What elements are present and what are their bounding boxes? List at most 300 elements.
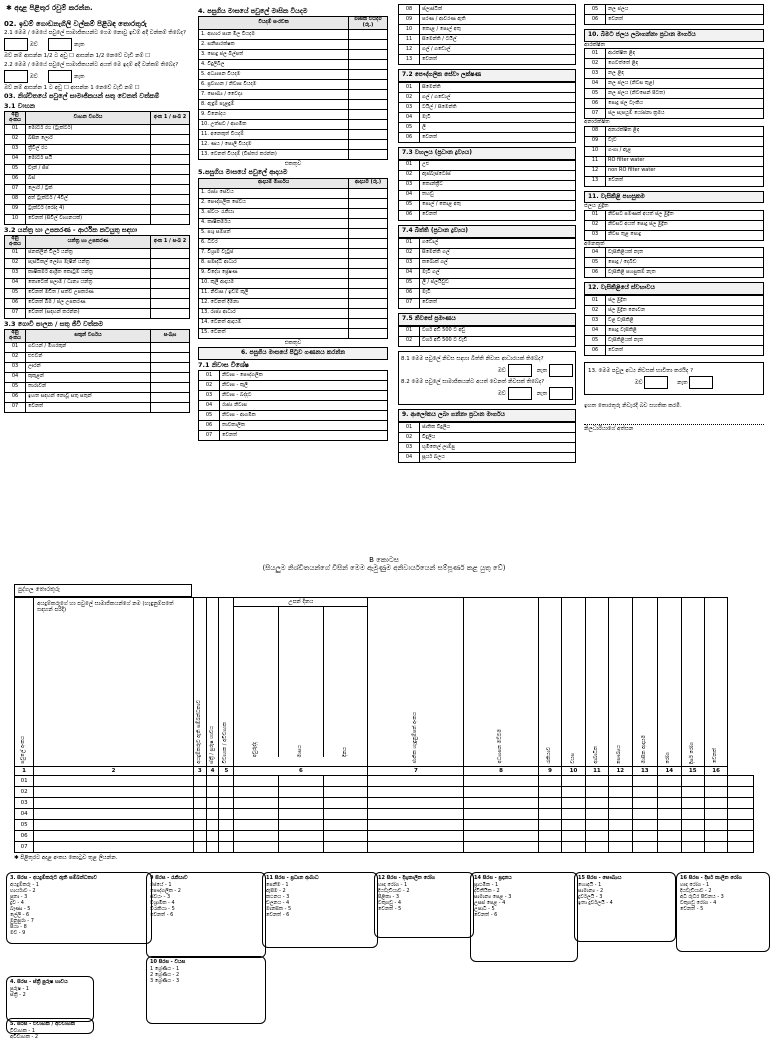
row-label: 7. විශ්‍රාම වැටුප් bbox=[199, 248, 349, 258]
entry-cell[interactable] bbox=[658, 808, 681, 819]
row-code: 07 bbox=[585, 109, 606, 119]
column-header bbox=[206, 597, 219, 766]
row-code: 03 bbox=[585, 230, 606, 240]
entry-cell[interactable] bbox=[368, 786, 464, 797]
entry-cell[interactable] bbox=[609, 808, 632, 819]
table-row bbox=[399, 132, 576, 142]
answer-cell[interactable] bbox=[151, 248, 190, 258]
answer-cell[interactable] bbox=[349, 99, 388, 109]
answer-cell[interactable] bbox=[349, 139, 388, 149]
table-row bbox=[399, 45, 576, 55]
entry-cell[interactable] bbox=[323, 830, 368, 841]
column-header: අංක 1 / සංඛ 2 bbox=[151, 236, 190, 249]
column-header-text: රෝග bbox=[665, 751, 672, 764]
entry-cell[interactable] bbox=[34, 830, 194, 841]
answer-cell[interactable] bbox=[151, 402, 190, 412]
entry-cell[interactable] bbox=[632, 775, 658, 786]
entry-cell[interactable] bbox=[585, 830, 608, 841]
table-row bbox=[585, 230, 764, 240]
yes-box[interactable] bbox=[4, 70, 28, 83]
answer-cell[interactable] bbox=[349, 228, 388, 238]
entry-cell[interactable] bbox=[323, 819, 368, 830]
entry-cell[interactable] bbox=[34, 786, 194, 797]
entry-cell[interactable] bbox=[34, 808, 194, 819]
entry-cell[interactable] bbox=[234, 830, 279, 841]
table-row bbox=[399, 453, 576, 463]
answer-cell[interactable] bbox=[349, 119, 388, 129]
table-row bbox=[5, 248, 190, 258]
legend-item: 3 ශ්‍රේණිය - 3 bbox=[150, 978, 180, 984]
answer-cell[interactable] bbox=[349, 109, 388, 119]
row-code: 03 bbox=[585, 69, 606, 79]
column-header bbox=[15, 597, 34, 766]
table-row bbox=[199, 139, 388, 149]
entry-cell[interactable] bbox=[585, 841, 608, 852]
no-label: නැත bbox=[74, 42, 85, 49]
no-box[interactable] bbox=[549, 364, 573, 377]
entry-cell[interactable] bbox=[279, 808, 324, 819]
entry-cell[interactable] bbox=[562, 808, 585, 819]
entry-cell[interactable] bbox=[323, 841, 368, 852]
legend-item: වෙනත් - 6 bbox=[150, 912, 174, 918]
legend-item: පිළිකා - 3 bbox=[378, 894, 400, 900]
column-number: 13 bbox=[632, 766, 658, 775]
answer-cell[interactable] bbox=[349, 89, 388, 99]
row-code: 04 bbox=[585, 248, 606, 258]
entry-cell[interactable] bbox=[234, 786, 279, 797]
entry-cell[interactable] bbox=[279, 775, 324, 786]
legend-item: හෘද රෝග - 1 bbox=[378, 882, 408, 888]
answer-cell[interactable] bbox=[349, 318, 388, 328]
answer-cell[interactable] bbox=[349, 69, 388, 79]
row-label: වෙනත් bbox=[420, 55, 576, 65]
entry-cell[interactable] bbox=[728, 775, 754, 786]
answer-cell[interactable] bbox=[349, 188, 388, 198]
answer-cell[interactable] bbox=[151, 278, 190, 288]
entry-cell[interactable] bbox=[538, 819, 561, 830]
income-total-label: එකතුව bbox=[284, 339, 302, 346]
entry-cell[interactable] bbox=[323, 786, 368, 797]
row-code: 02 bbox=[5, 134, 26, 144]
no-label: නැත bbox=[74, 73, 85, 80]
entry-cell[interactable] bbox=[681, 808, 704, 819]
entry-cell[interactable] bbox=[464, 808, 539, 819]
answer-cell[interactable] bbox=[151, 268, 190, 278]
answer-cell[interactable] bbox=[349, 268, 388, 278]
answer-cell[interactable] bbox=[151, 372, 190, 382]
answer-cell[interactable] bbox=[349, 218, 388, 228]
row-label: 15. වෙනත් bbox=[199, 328, 349, 338]
entry-cell[interactable] bbox=[538, 830, 561, 841]
answer-cell[interactable] bbox=[349, 288, 388, 298]
row-code: 09 bbox=[5, 204, 26, 214]
entry-cell[interactable] bbox=[681, 786, 704, 797]
table-row bbox=[585, 325, 764, 335]
row-label: අනාරක්ෂිත ළිඳ bbox=[606, 126, 764, 136]
entry-cell[interactable] bbox=[219, 786, 234, 797]
table-row bbox=[199, 268, 388, 278]
entry-cell[interactable] bbox=[464, 830, 539, 841]
answer-cell[interactable] bbox=[349, 79, 388, 89]
entry-cell[interactable] bbox=[609, 797, 632, 808]
table-row bbox=[585, 59, 764, 69]
row-label: කුකුළන් bbox=[26, 372, 151, 382]
entry-cell[interactable] bbox=[704, 830, 727, 841]
answer-cell[interactable] bbox=[151, 124, 190, 134]
row-code: 03 bbox=[399, 180, 420, 190]
entry-cell[interactable] bbox=[562, 775, 585, 786]
entry-cell[interactable] bbox=[34, 841, 194, 852]
answer-cell[interactable] bbox=[151, 184, 190, 194]
entry-cell[interactable] bbox=[704, 841, 727, 852]
row-code: 03 bbox=[5, 268, 26, 278]
entry-cell[interactable] bbox=[34, 797, 194, 808]
answer-cell[interactable] bbox=[151, 174, 190, 184]
row-code: 13 bbox=[399, 55, 420, 65]
legend-item: වෙනත් - 6 bbox=[474, 912, 498, 918]
legend-box bbox=[146, 956, 266, 1024]
entry-cell[interactable] bbox=[585, 797, 608, 808]
yes-box[interactable] bbox=[644, 376, 668, 389]
entry-cell[interactable] bbox=[279, 797, 324, 808]
table-row bbox=[5, 134, 190, 144]
entry-cell[interactable] bbox=[193, 808, 206, 819]
entry-cell[interactable] bbox=[681, 830, 704, 841]
entry-cell[interactable] bbox=[704, 797, 727, 808]
row-code: 06 bbox=[585, 345, 606, 355]
row-code: 01 bbox=[585, 49, 606, 59]
entry-cell[interactable] bbox=[234, 819, 279, 830]
legend-item: දුව - 4 bbox=[10, 900, 24, 906]
row-code: 06 bbox=[399, 210, 420, 220]
entry-cell[interactable] bbox=[632, 797, 658, 808]
table-row bbox=[199, 381, 388, 391]
no-box[interactable] bbox=[549, 387, 573, 400]
entry-cell[interactable] bbox=[609, 841, 632, 852]
entry-cell[interactable] bbox=[538, 775, 561, 786]
legend-area bbox=[6, 872, 762, 1040]
entry-cell[interactable] bbox=[609, 819, 632, 830]
legend-item: උසස් පෙළ - 4 bbox=[474, 900, 506, 906]
answer-cell[interactable] bbox=[151, 194, 190, 204]
column-header bbox=[34, 597, 194, 766]
answer-cell[interactable] bbox=[151, 392, 190, 402]
column-header-text: මාසික ආදායම bbox=[640, 735, 647, 764]
legend-box bbox=[676, 872, 770, 952]
legend-item: භාර්යාව - 2 bbox=[10, 888, 36, 894]
dob-sub-header bbox=[279, 607, 324, 757]
answer-cell[interactable] bbox=[151, 342, 190, 352]
entry-cell[interactable] bbox=[585, 808, 608, 819]
entry-cell[interactable] bbox=[219, 808, 234, 819]
table-row bbox=[199, 401, 388, 411]
entry-cell[interactable] bbox=[681, 819, 704, 830]
entry-cell[interactable] bbox=[219, 819, 234, 830]
no-box[interactable] bbox=[689, 376, 713, 389]
answer-cell[interactable] bbox=[151, 288, 190, 298]
entry-cell[interactable] bbox=[206, 797, 219, 808]
entry-cell[interactable] bbox=[464, 841, 539, 852]
row-code: 08 bbox=[5, 194, 26, 204]
entry-cell[interactable] bbox=[585, 786, 608, 797]
table-row bbox=[199, 39, 388, 49]
table-row bbox=[585, 220, 764, 230]
entry-cell[interactable] bbox=[368, 841, 464, 852]
table-row bbox=[5, 382, 190, 392]
house-size-table bbox=[398, 326, 576, 347]
entry-cell[interactable] bbox=[704, 775, 727, 786]
no-box[interactable] bbox=[48, 70, 72, 83]
entry-cell[interactable] bbox=[464, 786, 539, 797]
column-header bbox=[609, 597, 632, 766]
table-row bbox=[199, 371, 388, 381]
entry-cell[interactable] bbox=[206, 775, 219, 786]
entry-cell[interactable] bbox=[562, 819, 585, 830]
answer-cell[interactable] bbox=[349, 328, 388, 338]
entry-cell[interactable] bbox=[704, 786, 727, 797]
dob-sub-header bbox=[234, 607, 279, 757]
column-header-text: ජාතික හැඳුනුම්පත් අංකය bbox=[412, 712, 419, 764]
answer-cell[interactable] bbox=[151, 298, 190, 308]
answer-cell[interactable] bbox=[151, 362, 190, 372]
dob-sub-header bbox=[324, 607, 368, 757]
entry-cell[interactable] bbox=[728, 830, 754, 841]
entry-cell[interactable] bbox=[206, 830, 219, 841]
answer-cell[interactable] bbox=[151, 204, 190, 214]
entry-cell[interactable] bbox=[585, 819, 608, 830]
entry-cell[interactable] bbox=[658, 841, 681, 852]
entry-cell[interactable] bbox=[193, 775, 206, 786]
row-label: ඇස්බැස්ටෝස් bbox=[420, 170, 576, 180]
entry-cell[interactable] bbox=[658, 786, 681, 797]
answer-cell[interactable] bbox=[349, 258, 388, 268]
entry-cell[interactable] bbox=[704, 819, 727, 830]
entry-cell[interactable] bbox=[368, 808, 464, 819]
row-code: 03 bbox=[399, 443, 420, 453]
entry-cell[interactable] bbox=[562, 797, 585, 808]
section-5-title: 5.පසුගිය මාසයේ පවුලේ ආදායම bbox=[198, 168, 288, 177]
entry-cell[interactable] bbox=[658, 775, 681, 786]
answer-cell[interactable] bbox=[151, 382, 190, 392]
form-b-header bbox=[0, 556, 768, 572]
column-header-text: ස්ත්‍රී / පුරුෂ භාවය bbox=[208, 725, 215, 764]
answer-cell[interactable] bbox=[349, 29, 388, 39]
section-8-box bbox=[398, 351, 576, 406]
row-label: නිවාස - කුලී bbox=[220, 381, 388, 391]
entry-cell[interactable] bbox=[323, 808, 368, 819]
entry-cell[interactable] bbox=[193, 786, 206, 797]
table-row bbox=[399, 326, 576, 336]
row-code: 05 bbox=[5, 288, 26, 298]
row-code: 02 bbox=[399, 248, 420, 258]
entry-cell[interactable] bbox=[234, 808, 279, 819]
entry-cell[interactable] bbox=[323, 797, 368, 808]
answer-cell[interactable] bbox=[349, 238, 388, 248]
entry-cell[interactable] bbox=[681, 841, 704, 852]
entry-cell[interactable] bbox=[658, 830, 681, 841]
row-number: 05 bbox=[15, 819, 34, 830]
answer-cell[interactable] bbox=[151, 352, 190, 362]
answer-cell[interactable] bbox=[349, 39, 388, 49]
column-header: සංඛ්‍යා bbox=[151, 330, 190, 343]
row-label: 3. ස්වයං රැකියා bbox=[199, 208, 349, 218]
entry-cell[interactable] bbox=[464, 819, 539, 830]
answer-cell[interactable] bbox=[151, 164, 190, 174]
table-row bbox=[5, 402, 190, 412]
entry-cell[interactable] bbox=[632, 808, 658, 819]
entry-cell[interactable] bbox=[279, 841, 324, 852]
row-code: 11 bbox=[399, 35, 420, 45]
entry-cell[interactable] bbox=[206, 786, 219, 797]
legend-item: අයදුම්කරු - 1 bbox=[10, 882, 39, 888]
column-number: 9 bbox=[538, 766, 561, 775]
yes-box[interactable] bbox=[4, 38, 28, 51]
answer-cell[interactable] bbox=[151, 258, 190, 268]
entry-cell[interactable] bbox=[368, 830, 464, 841]
entry-cell[interactable] bbox=[562, 830, 585, 841]
entry-cell[interactable] bbox=[193, 830, 206, 841]
answer-cell[interactable] bbox=[349, 59, 388, 69]
column-header-text: දීර්ඝ රෝග bbox=[688, 741, 695, 764]
entry-cell[interactable] bbox=[219, 775, 234, 786]
no-box[interactable] bbox=[48, 38, 72, 51]
row-label: කෘෂිකර්ම ආශ්‍රිත කොටුම් යන්ත්‍ර bbox=[26, 268, 151, 278]
table-row bbox=[199, 208, 388, 218]
table-row bbox=[5, 372, 190, 382]
answer-cell[interactable] bbox=[349, 298, 388, 308]
legend-item: දුර්වලයි - 3 bbox=[578, 894, 603, 900]
answer-cell[interactable] bbox=[349, 308, 388, 318]
entry-cell[interactable] bbox=[728, 808, 754, 819]
entry-cell[interactable] bbox=[658, 819, 681, 830]
entry-cell[interactable] bbox=[323, 775, 368, 786]
entry-cell[interactable] bbox=[206, 808, 219, 819]
entry-cell[interactable] bbox=[368, 775, 464, 786]
entry-cell[interactable] bbox=[464, 775, 539, 786]
entry-cell[interactable] bbox=[728, 797, 754, 808]
entry-cell[interactable] bbox=[562, 786, 585, 797]
answer-cell[interactable] bbox=[151, 308, 190, 318]
entry-cell[interactable] bbox=[681, 775, 704, 786]
table-row bbox=[399, 160, 576, 170]
entry-cell[interactable] bbox=[368, 819, 464, 830]
entry-cell[interactable] bbox=[704, 808, 727, 819]
entry-cell[interactable] bbox=[681, 797, 704, 808]
row-label: 3. පොදු ජල බිල්පත් bbox=[199, 49, 349, 59]
entry-cell[interactable] bbox=[658, 797, 681, 808]
entry-cell[interactable] bbox=[632, 841, 658, 852]
entry-cell[interactable] bbox=[234, 841, 279, 852]
row-label: එළුවන් bbox=[26, 352, 151, 362]
entry-cell[interactable] bbox=[279, 786, 324, 797]
answer-cell[interactable] bbox=[349, 149, 388, 159]
answer-cell[interactable] bbox=[349, 248, 388, 258]
column-header-text: පවුලේ අංකය bbox=[20, 735, 27, 764]
answer-cell[interactable] bbox=[349, 208, 388, 218]
yes-box[interactable] bbox=[508, 387, 532, 400]
row-label: ප්ලාස්ටික් bbox=[420, 5, 576, 15]
sanitation-b-label: අනෙකුත් bbox=[584, 240, 605, 247]
row-number: 06 bbox=[15, 830, 34, 841]
row-label: වැසිකිළි පහසුකම් නැත bbox=[606, 268, 764, 278]
row-label: වෙනත් bbox=[420, 298, 576, 308]
answer-cell[interactable] bbox=[349, 129, 388, 139]
answer-cell[interactable] bbox=[349, 49, 388, 59]
legend-item: පෙනීම - 1 bbox=[266, 882, 289, 888]
yes-box[interactable] bbox=[508, 364, 532, 377]
entry-cell[interactable] bbox=[562, 841, 585, 852]
entry-cell[interactable] bbox=[609, 775, 632, 786]
entry-cell[interactable] bbox=[609, 786, 632, 797]
entry-cell[interactable] bbox=[193, 819, 206, 830]
entry-cell[interactable] bbox=[728, 841, 754, 852]
legend-item: වකුගඩු - 4 bbox=[378, 900, 402, 906]
table-row bbox=[199, 109, 388, 119]
entry-cell[interactable] bbox=[193, 797, 206, 808]
table-row bbox=[199, 129, 388, 139]
table-row bbox=[199, 79, 388, 89]
entry-cell[interactable] bbox=[34, 819, 194, 830]
table-row bbox=[399, 25, 576, 35]
answer-cell[interactable] bbox=[349, 198, 388, 208]
entry-cell[interactable] bbox=[609, 830, 632, 841]
entry-cell[interactable] bbox=[632, 786, 658, 797]
entry-cell[interactable] bbox=[538, 786, 561, 797]
row-code: 04 bbox=[585, 325, 606, 335]
row-label: 12. වෙනත් දීමනා bbox=[199, 298, 349, 308]
dob-sub-text: මාසය bbox=[297, 744, 304, 758]
row-label: 4. විදුලිබිල bbox=[199, 59, 349, 69]
row-label: කොටෙක් පලාම / ධාන්‍ය යන්ත්‍ර bbox=[26, 278, 151, 288]
table-row bbox=[5, 362, 190, 372]
column-number: 12 bbox=[609, 766, 632, 775]
entry-cell[interactable] bbox=[193, 841, 206, 852]
entry-cell[interactable] bbox=[279, 830, 324, 841]
entry-cell[interactable] bbox=[34, 775, 194, 786]
answer-cell[interactable] bbox=[151, 134, 190, 144]
entry-cell[interactable] bbox=[538, 797, 561, 808]
answer-cell[interactable] bbox=[349, 278, 388, 288]
entry-cell[interactable] bbox=[728, 819, 754, 830]
entry-cell[interactable] bbox=[728, 786, 754, 797]
entry-cell[interactable] bbox=[538, 808, 561, 819]
entry-cell[interactable] bbox=[585, 775, 608, 786]
answer-cell[interactable] bbox=[151, 144, 190, 154]
entry-cell[interactable] bbox=[219, 841, 234, 852]
column-header-text: ආබාධිත bbox=[593, 745, 600, 764]
entry-cell[interactable] bbox=[632, 830, 658, 841]
entry-cell[interactable] bbox=[206, 841, 219, 852]
entry-cell[interactable] bbox=[464, 797, 539, 808]
table-header bbox=[5, 112, 190, 125]
entry-cell[interactable] bbox=[219, 830, 234, 841]
entry-cell[interactable] bbox=[234, 797, 279, 808]
column-number: 3 bbox=[193, 766, 206, 775]
answer-cell[interactable] bbox=[151, 154, 190, 164]
entry-cell[interactable] bbox=[234, 775, 279, 786]
table-row bbox=[399, 200, 576, 210]
entry-cell[interactable] bbox=[538, 841, 561, 852]
column-header-text: රැකියාව bbox=[546, 746, 553, 764]
entry-cell[interactable] bbox=[219, 797, 234, 808]
entry-cell[interactable] bbox=[632, 819, 658, 830]
entry-cell[interactable] bbox=[206, 819, 219, 830]
entry-cell[interactable] bbox=[279, 819, 324, 830]
entry-cell[interactable] bbox=[368, 797, 464, 808]
answer-cell[interactable] bbox=[151, 214, 190, 224]
section-9-title: 9. ආලෝකය ලබා ගන්නා ප්‍රධාන මාර්ගය bbox=[398, 409, 576, 422]
column-header: වාහන වර්ගය bbox=[26, 112, 151, 125]
